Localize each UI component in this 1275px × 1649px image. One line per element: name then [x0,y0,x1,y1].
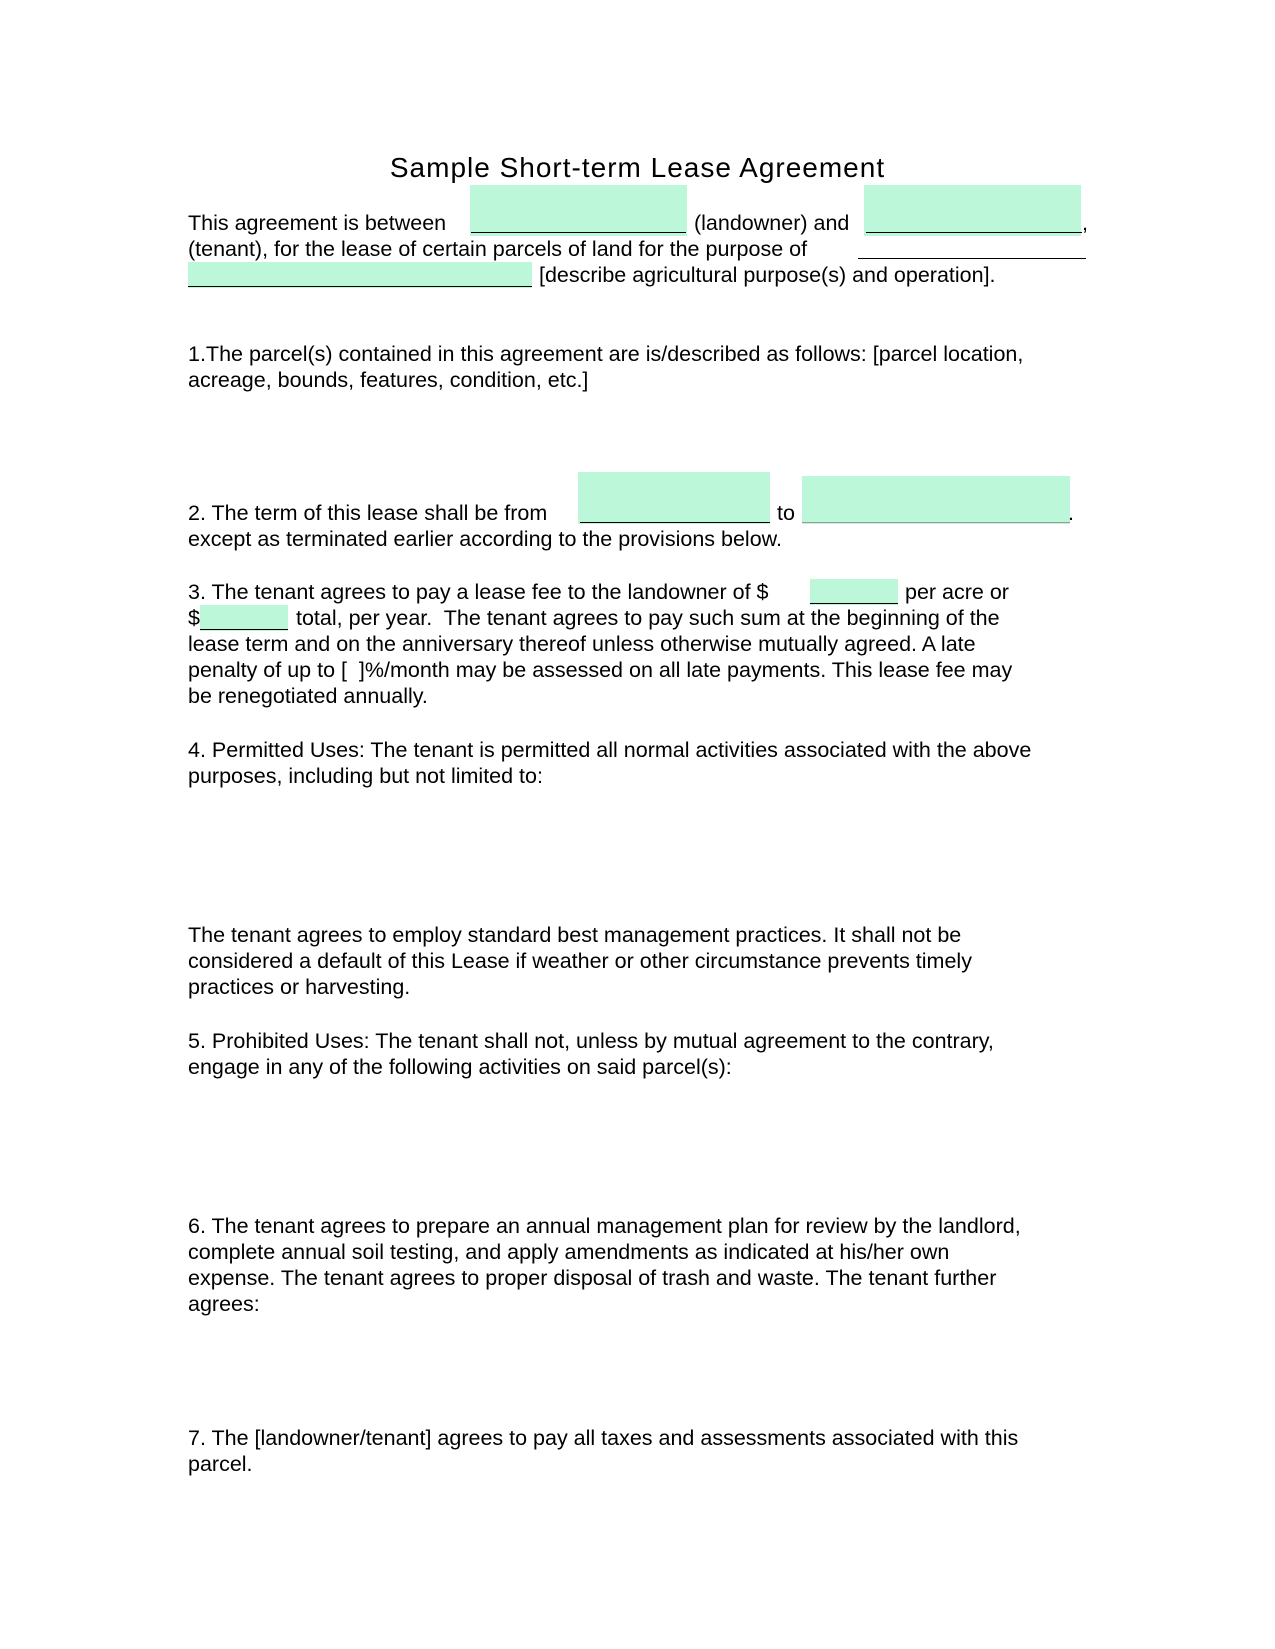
section7-line-1: 7. The [landowner/tenant] agrees to pay all taxes and assessments associated with this [188,1426,1019,1450]
section3-line-4: penalty of up to [ ]%/month may be assessed on all late payments. This lease fee may [188,658,1013,682]
section3-line-2b: total, per year. The tenant agrees to pay such sum at the beginning of the [296,606,1000,630]
fee-total-field[interactable] [200,605,288,631]
section2-line-1a: 2. The term of this lease shall be from [188,501,548,525]
section4-line-2: purposes, including but not limited to: [188,764,543,788]
intro-text-3b: [describe agricultural purpose(s) and operation]. [539,263,996,287]
term-start-field[interactable] [578,472,770,524]
section2-line-1c: . [1068,501,1074,525]
section5-line-1: 5. Prohibited Uses: The tenant shall not, unless by mutual agreement to the contrary, [188,1029,994,1053]
intro-text-2a: (tenant), for the lease of certain parcels of land for the purpose of [188,237,808,261]
purpose-field[interactable] [188,262,532,288]
section4-line-1: 4. Permitted Uses: The tenant is permitted all normal activities associated with the above [188,738,1032,762]
section4-para2-line-3: practices or harvesting. [188,975,411,999]
section4-para2-line-1: The tenant agrees to employ standard best management practices. It shall not be [188,923,962,947]
purpose-underline-1 [858,258,1086,259]
section6-line-1: 6. The tenant agrees to prepare an annual management plan for review by the landlord, [188,1214,1021,1238]
section3-line-1a: 3. The tenant agrees to pay a lease fee to the landowner of $ [188,580,769,604]
tenant-underline [866,232,1082,233]
fee-per-acre-underline [810,603,898,604]
intro-text-1a: This agreement is between [188,211,447,235]
section6-line-2: complete annual soil testing, and apply amendments as indicated at his/her own [188,1240,950,1264]
section3-line-3: lease term and on the anniversary thereof unless otherwise mutually agreed. A late [188,632,976,656]
landowner-name-field[interactable] [470,185,687,236]
section2-line-1b: to [777,501,795,525]
section1-line-2: acreage, bounds, features, condition, etc.] [188,368,589,392]
purpose-underline-2 [188,286,532,287]
section1-line-1: 1.The parcel(s) contained in this agreement are is/described as follows: [parcel location, [188,342,1024,366]
section4-para2-line-2: considered a default of this Lease if weather or other circumstance prevents timely [188,949,972,973]
section3-line-1b: per acre or [905,580,1009,604]
page-title: Sample Short-term Lease Agreement [389,152,886,183]
section7-line-2: parcel. [188,1452,253,1476]
term-end-field[interactable] [802,476,1070,524]
section3-line-2a: $ [188,606,200,630]
section3-line-5: be renegotiated annually. [188,684,428,708]
section6-line-3: expense. The tenant agrees to proper disposal of trash and waste. The tenant further [188,1266,997,1290]
section2-line-2: except as terminated earlier according to the provisions below. [188,527,782,551]
section5-line-2: engage in any of the following activities on said parcel(s): [188,1055,732,1079]
fee-per-acre-field[interactable] [810,579,898,605]
section6-line-4: agrees: [188,1292,260,1316]
tenant-name-field[interactable] [864,185,1081,236]
landowner-underline [471,232,686,233]
fee-total-underline [200,629,288,630]
intro-text-1c: , [1082,211,1088,235]
intro-text-1b: (landowner) and [694,211,850,235]
term-start-underline [580,522,770,523]
term-end-underline [802,522,1070,523]
